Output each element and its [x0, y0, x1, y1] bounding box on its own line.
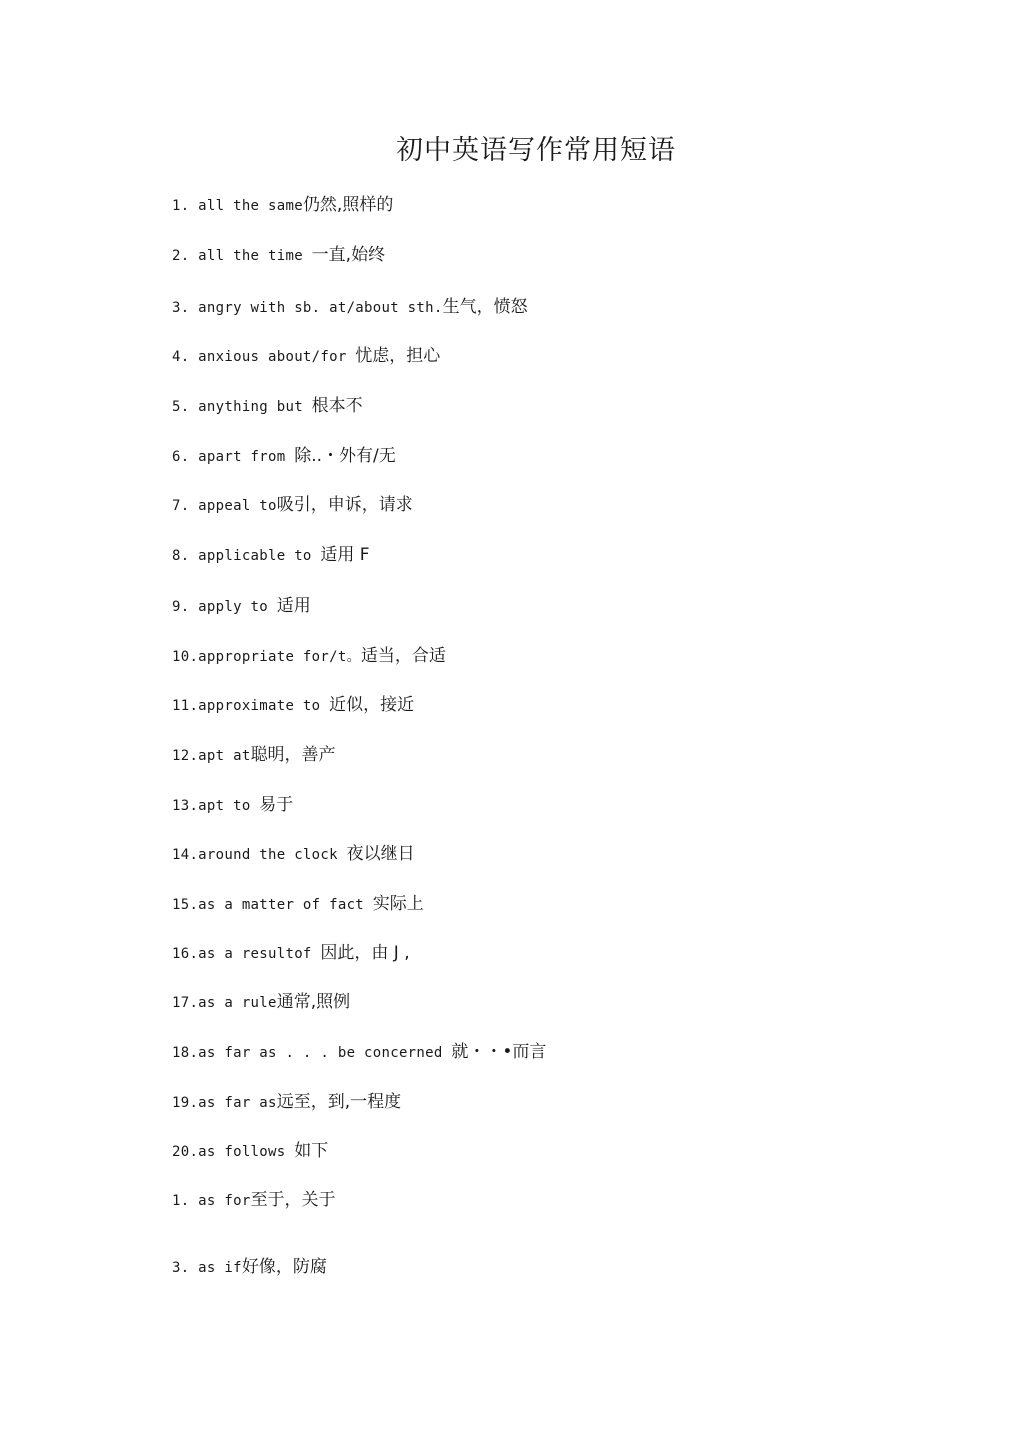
phrase-chinese: 近似，接近 — [329, 695, 415, 715]
list-item — [172, 744, 336, 766]
phrase-chinese: 仍然,照样的 — [302, 195, 394, 215]
phrase-chinese: 夜以继日 — [346, 844, 415, 864]
list-item — [172, 494, 413, 516]
phrase-chinese: 远至，到,一程度 — [276, 1092, 402, 1112]
phrase-chinese: 忧虑，担心 — [355, 346, 441, 366]
list-item — [172, 1140, 328, 1162]
list-item — [172, 244, 385, 266]
phrase-english: 3. as if — [172, 1260, 242, 1276]
phrase-english: 9. apply to — [172, 599, 277, 615]
phrase-chinese: 通常,照例 — [276, 992, 351, 1012]
phrase-chinese: 适当，合适 — [360, 646, 446, 666]
phrase-english: 8. applicable to — [172, 548, 321, 564]
list-item — [172, 893, 424, 915]
phrase-english: 13.apt to — [172, 798, 260, 814]
list-item — [172, 991, 350, 1013]
phrase-english: 15.as a matter of fact — [172, 897, 373, 913]
phrase-english: 7. appeal to — [172, 498, 277, 514]
list-item — [172, 296, 528, 318]
list-item — [172, 694, 414, 716]
phrase-chinese: 除..・外有/无 — [294, 446, 396, 466]
phrase-english: 10.appropriate for/t。 — [172, 649, 361, 665]
phrase-english: 11.approximate to — [172, 698, 330, 714]
phrase-chinese: 一直,始终 — [311, 245, 386, 265]
phrase-english: 1. all the same — [172, 198, 303, 214]
phrase-english: 19.as far as — [172, 1095, 277, 1111]
phrase-english: 5. anything but — [172, 399, 312, 415]
list-item — [172, 1256, 327, 1278]
phrase-chinese: 生气，愤怒 — [442, 297, 528, 317]
list-item — [172, 395, 363, 417]
phrase-list — [172, 0, 972, 1447]
phrase-english: 14.around the clock — [172, 847, 347, 863]
phrase-chinese: 适用 F — [320, 545, 370, 565]
list-item — [172, 794, 293, 816]
phrase-chinese: 易于 — [259, 795, 294, 815]
phrase-english: 20.as follows — [172, 1144, 295, 1160]
phrase-chinese: 聪明，善产 — [250, 745, 336, 765]
phrase-english: 17.as a rule — [172, 995, 277, 1011]
list-item — [172, 595, 311, 617]
list-item — [172, 1091, 401, 1113]
phrase-english: 2. all the time — [172, 248, 312, 264]
list-item — [172, 345, 440, 367]
list-item — [172, 1189, 336, 1211]
phrase-english: 4. anxious about/for — [172, 349, 356, 365]
document-title: 初中英语写作常用短语 — [396, 135, 676, 166]
phrase-chinese: 吸引，申诉，请求 — [276, 495, 413, 515]
phrase-chinese: 好像，防腐 — [241, 1257, 327, 1277]
phrase-chinese: 就・・•而言 — [451, 1042, 547, 1062]
list-item — [172, 942, 410, 964]
phrase-chinese: 适用 — [276, 596, 311, 616]
list-item — [172, 645, 446, 667]
phrase-chinese: 根本不 — [311, 396, 363, 416]
list-item — [172, 843, 415, 865]
list-item — [172, 544, 370, 566]
phrase-chinese: 如下 — [294, 1141, 329, 1161]
phrase-english: 1. as for — [172, 1193, 251, 1209]
phrase-chinese: 因此，由 J , — [320, 943, 410, 963]
phrase-english: 16.as a resultof — [172, 946, 321, 962]
phrase-english: 3. angry with sb. at/about sth. — [172, 300, 443, 316]
list-item — [172, 1041, 546, 1063]
phrase-chinese: 至于，关于 — [250, 1190, 336, 1210]
list-item — [172, 194, 393, 216]
phrase-english: 12.apt at — [172, 748, 251, 764]
phrase-english: 6. apart from — [172, 449, 295, 465]
list-item — [172, 445, 396, 467]
phrase-english: 18.as far as . . . be concerned — [172, 1045, 452, 1061]
phrase-chinese: 实际上 — [372, 894, 424, 914]
